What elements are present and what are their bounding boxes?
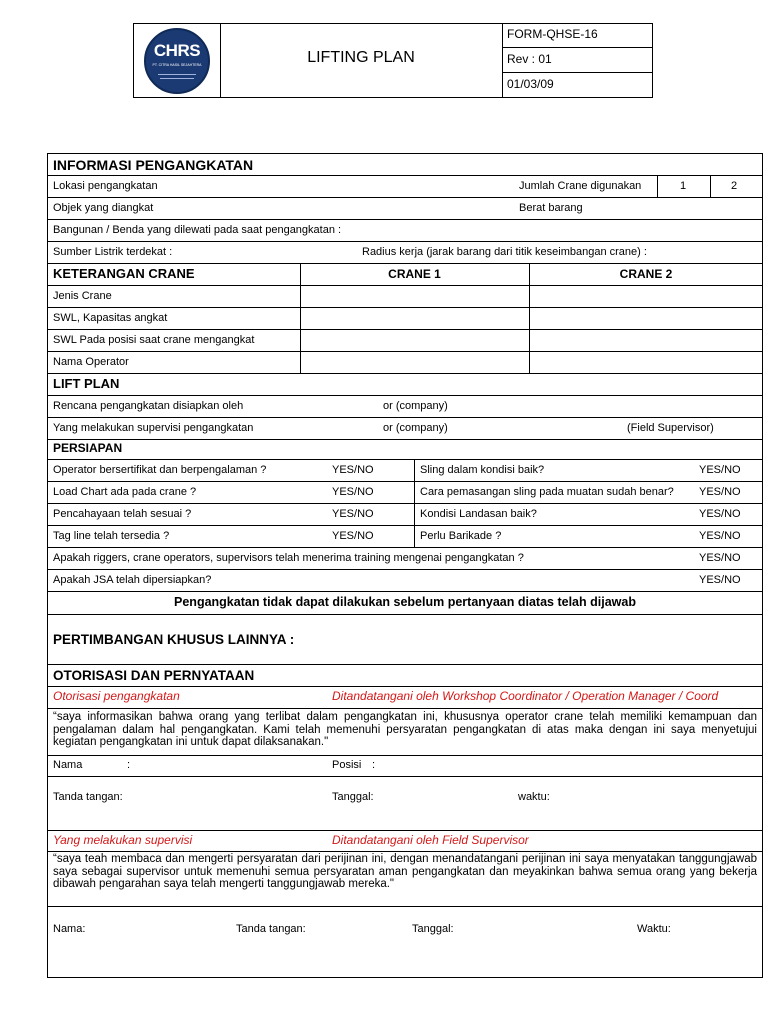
- row-line: [47, 664, 763, 665]
- header-divider: [502, 23, 503, 98]
- label-radius: Radius kerja (jarak barang dari titik keseimbangan crane) :: [362, 246, 647, 258]
- label-jumlah-crane: Jumlah Crane digunakan: [519, 180, 642, 192]
- row-line: [47, 569, 763, 570]
- label-posisi: Posisi: [332, 759, 362, 771]
- row-line: [47, 591, 763, 592]
- yes-no-field[interactable]: YES/NO: [699, 574, 741, 586]
- row-line: [47, 373, 763, 374]
- label-tanggal-2: Tanggal:: [412, 923, 454, 935]
- label-company: or (company): [383, 422, 448, 434]
- yes-no-field[interactable]: YES/NO: [699, 486, 741, 498]
- logo-text: CHRS: [153, 41, 201, 60]
- section-heading-informasi: INFORMASI PENGANGKATAN: [53, 157, 254, 173]
- supervisor-label: Yang melakukan supervisi: [53, 833, 193, 847]
- label-objek: Objek yang diangkat: [53, 202, 154, 214]
- label-nama-2: Nama:: [53, 923, 86, 935]
- section-heading-crane: KETERANGAN CRANE: [53, 266, 195, 281]
- label-lokasi: Lokasi pengangkatan: [53, 180, 158, 192]
- crane-option-1[interactable]: 1: [680, 180, 687, 192]
- row-line: [47, 776, 763, 777]
- crane-2-header: CRANE 2: [619, 267, 673, 281]
- label-tanggal: Tanggal:: [332, 791, 374, 803]
- auth-signed-by: Ditandatangani oleh Workshop Coordinator / Operation Manager / Coord: [332, 689, 719, 703]
- label-posisi-colon: :: [372, 759, 376, 771]
- page-title: LIFTING PLAN: [307, 49, 415, 66]
- yes-no-field[interactable]: YES/NO: [699, 530, 741, 542]
- warning-text: Pengangkatan tidak dapat dilakukan sebelum pertanyaan diatas telah dijawab: [174, 595, 636, 609]
- crane-row-label: SWL, Kapasitas angkat: [53, 312, 168, 324]
- label-waktu: waktu:: [518, 791, 550, 803]
- row-line: [47, 307, 763, 308]
- crane-row-label: Jenis Crane: [53, 290, 112, 302]
- check-question: Kondisi Landasan baik?: [420, 508, 537, 520]
- row-line: [47, 285, 763, 286]
- section-heading-lift-plan: LIFT PLAN: [53, 376, 120, 391]
- crane-1-header: CRANE 1: [388, 267, 441, 281]
- company-logo: [144, 28, 210, 94]
- label-sumber-listrik: Sumber Listrik terdekat :: [53, 246, 173, 258]
- row-line: [47, 525, 763, 526]
- check-question: Pencahayaan telah sesuai ?: [53, 508, 192, 520]
- row-line: [47, 417, 763, 418]
- crane-option-2[interactable]: 2: [731, 180, 738, 192]
- row-line: [47, 395, 763, 396]
- label-field-supervisor: (Field Supervisor): [627, 422, 714, 434]
- auth-label: Otorisasi pengangkatan: [53, 689, 180, 703]
- yes-no-field[interactable]: YES/NO: [699, 508, 741, 520]
- row-line: [47, 329, 763, 330]
- row-line: [47, 830, 763, 831]
- row-line: [47, 175, 763, 176]
- row-line: [47, 708, 763, 709]
- logo-rule: [160, 78, 194, 79]
- section-heading-persiapan: PERSIAPAN: [53, 441, 123, 455]
- row-line: [47, 439, 763, 440]
- label-rencana: Rencana pengangkatan disiapkan oleh: [53, 400, 244, 412]
- revision: Rev : 01: [507, 52, 552, 66]
- row-line: [47, 906, 763, 907]
- form-code: FORM-QHSE-16: [507, 27, 598, 41]
- yes-no-field[interactable]: YES/NO: [332, 530, 374, 542]
- row-line: [47, 219, 763, 220]
- crane-row-label: SWL Pada posisi saat crane mengangkat: [53, 334, 255, 346]
- check-question: Sling dalam kondisi baik?: [420, 464, 545, 476]
- check-question: Cara pemasangan sling pada muatan sudah benar?: [420, 486, 674, 498]
- label-berat: Berat barang: [519, 202, 583, 214]
- check-question: Operator bersertifikat dan berpengalaman ?: [53, 464, 267, 476]
- supervisor-statement: “saya teah membaca dan mengerti persyaratan dari perijinan ini, dengan menandatangani perijinan ini saya menyatakan tanggungjawab saya sebagai supervisor untuk memenuhi semua persyaratan aman pengangkatan dan meyakinkan bahwa semua orang yang bekerja dibawah pengarahan saya telah mengerti tanggungjawab mereka.": [53, 853, 757, 890]
- yes-no-field[interactable]: YES/NO: [332, 508, 374, 520]
- yes-no-field[interactable]: YES/NO: [332, 464, 374, 476]
- yes-no-field[interactable]: YES/NO: [699, 464, 741, 476]
- label-supervisi: Yang melakukan supervisi pengangkatan: [53, 422, 254, 434]
- header-divider: [502, 72, 653, 73]
- supervisor-signed-by: Ditandatangani oleh Field Supervisor: [332, 833, 529, 847]
- row-line: [47, 197, 763, 198]
- row-line: [47, 851, 763, 852]
- label-tanda-tangan-2: Tanda tangan:: [236, 923, 306, 935]
- col-line: [710, 175, 711, 197]
- form-date: 01/03/09: [507, 77, 554, 91]
- label-nama-colon: :: [127, 759, 131, 771]
- row-line: [47, 755, 763, 756]
- check-question: Perlu Barikade ?: [420, 530, 502, 542]
- label-tanda-tangan: Tanda tangan:: [53, 791, 123, 803]
- col-line: [657, 175, 658, 197]
- row-line: [47, 459, 763, 460]
- label-waktu-2: Waktu:: [637, 923, 671, 935]
- check-question: Tag line telah tersedia ?: [53, 530, 170, 542]
- col-line: [414, 459, 415, 547]
- authorization-statement: “saya informasikan bahwa orang yang terlibat dalam pengangkatan ini, khususnya operator crane telah memiliki kemampuan dan pengalaman dalam hal pengangkatan. Kami telah memenuhi persyaratan pengangkatan di atas maka dengan ini saya menyetujui kegiatan pengangkatan ini untuk dapat dilaksanakan.": [53, 711, 757, 748]
- label-company: or (company): [383, 400, 448, 412]
- label-bangunan: Bangunan / Benda yang dilewati pada saat pengangkatan :: [53, 224, 342, 236]
- header-divider: [502, 47, 653, 48]
- check-question: Load Chart ada pada crane ?: [53, 486, 197, 498]
- row-line: [47, 686, 763, 687]
- row-line: [47, 263, 763, 264]
- yes-no-field[interactable]: YES/NO: [699, 552, 741, 564]
- row-line: [47, 614, 763, 615]
- row-line: [47, 503, 763, 504]
- crane-row-label: Nama Operator: [53, 356, 129, 368]
- label-nama: Nama: [53, 759, 83, 771]
- check-question-jsa: Apakah JSA telah dipersiapkan?: [53, 574, 212, 586]
- section-heading-otorisasi: OTORISASI DAN PERNYATAAN: [53, 668, 255, 683]
- check-question-training: Apakah riggers, crane operators, supervisors telah menerima training mengenai pengangkatan ?: [53, 552, 524, 564]
- logo-rule: [158, 74, 196, 75]
- yes-no-field[interactable]: YES/NO: [332, 486, 374, 498]
- section-heading-pertimbangan: PERTIMBANGAN KHUSUS LAINNYA :: [53, 632, 295, 647]
- row-line: [47, 547, 763, 548]
- row-line: [47, 351, 763, 352]
- row-line: [47, 481, 763, 482]
- logo-subtitle: PT. CITRA HASIL SEJAHTERA: [152, 63, 202, 67]
- row-line: [47, 241, 763, 242]
